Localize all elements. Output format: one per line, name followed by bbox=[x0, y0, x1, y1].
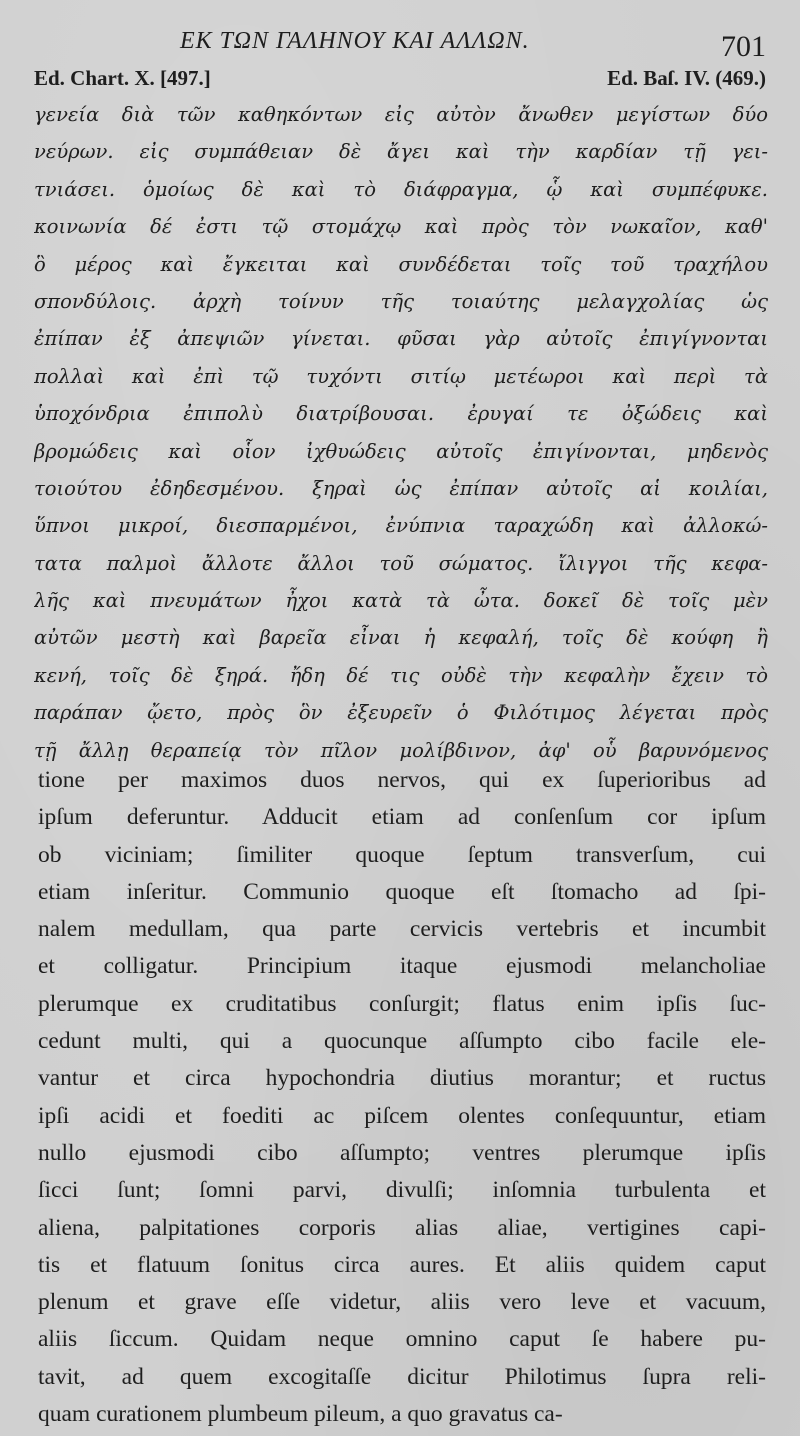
greek-text-line: τνιάσει. ὁμοίως δὲ καὶ τὸ διάφραγμα, ᾧ καὶ συμπέφυκε. bbox=[34, 177, 768, 201]
latin-text-line: ipſum deferuntur. Adducit etiam ad conſenſum cor ipſum bbox=[38, 804, 766, 831]
greek-text-line: αὐτῶν μεστὴ καὶ βαρεῖα εἶναι ἡ κεφαλή, τοῖς δὲ κούφη ἢ bbox=[34, 626, 768, 650]
latin-text-line: cedunt multi, qui a quocunque aſſumpto cibo facile ele- bbox=[38, 1028, 766, 1055]
edition-basel-reference: Ed. Baſ. IV. (469.) bbox=[607, 66, 766, 90]
edition-chart-reference: Ed. Chart. X. [497.] bbox=[34, 66, 211, 90]
latin-text-line: et colligatur. Principium itaque ejusmodi melancholiae bbox=[38, 953, 766, 980]
latin-text-line: quam curationem plumbeum pileum, a quo gravatus ca- bbox=[38, 1401, 563, 1428]
greek-text-line: ὃ μέρος καὶ ἔγκειται καὶ συνδέδεται τοῖς τοῦ τραχήλου bbox=[34, 252, 768, 276]
latin-text-line: tione per maximos duos nervos, qui ex ſuperioribus ad bbox=[38, 767, 766, 793]
greek-text-line: ὕπνοι μικροί, διεσπαρμένοι, ἐνύπνια ταραχώδη καὶ ἀλλοκώ- bbox=[34, 514, 768, 538]
greek-text-line: τοιούτου ἐδηδεσμένου. ξηραὶ ὡς ἐπίπαν αὐτοῖς αἱ κοιλίαι, bbox=[34, 476, 768, 500]
greek-text-line: τατα παλμοὶ ἄλλοτε ἄλλοι τοῦ σώματος. ἴλιγγοι τῆς κεφα- bbox=[34, 551, 768, 575]
latin-text-line: etiam inſeritur. Communio quoque eſt ſtomacho ad ſpi- bbox=[38, 878, 766, 905]
greek-text-line: γενεία διὰ τῶν καθηκόντων εἰς αὐτὸν ἄνωθεν μεγίστων δύο bbox=[34, 103, 768, 126]
running-title: ΕΚ ΤΩΝ ΓΑΛΗΝΟΥ ΚΑΙ ΑΛΛΩΝ. bbox=[180, 28, 530, 54]
greek-text-line: κοινωνία δέ ἐστι τῷ στομάχῳ καὶ πρὸς τὸν νωκαῖον, καθ' bbox=[34, 215, 768, 239]
greek-text-line: σπονδύλοις. ἀρχὴ τοίνυν τῆς τοιαύτης μελαγχολίας ὡς bbox=[34, 289, 768, 313]
latin-text-line: plenum et grave eſſe videtur, aliis vero leve et vacuum, bbox=[38, 1289, 766, 1316]
greek-text-line: βρομώδεις καὶ οἷον ἰχθυώδεις αὐτοῖς ἐπιγίνονται, μηδενὸς bbox=[34, 439, 768, 463]
latin-text-line: ſicci ſunt; ſomni parvi, divulſi; inſomnia turbulenta et bbox=[38, 1177, 766, 1204]
latin-text-line: aliena, palpitationes corporis alias aliae, vertigines capi- bbox=[38, 1214, 766, 1241]
latin-text-line: vantur et circa hypochondria diutius morantur; et ructus bbox=[38, 1065, 766, 1092]
greek-text-line: λῆς καὶ πνευμάτων ἦχοι κατὰ τὰ ὦτα. δοκεῖ δὲ τοῖς μὲν bbox=[34, 589, 768, 613]
latin-text-line: tis et flatuum ſonitus circa aures. Et aliis quidem caput bbox=[38, 1251, 766, 1278]
greek-text-line: νεύρων. εἰς συμπάθειαν δὲ ἄγει καὶ τὴν καρδίαν τῇ γει- bbox=[34, 140, 768, 164]
page-number: 701 bbox=[721, 30, 766, 63]
greek-text-line: ὑποχόνδρια ἐπιπολὺ διατρίβουσαι. ἐρυγαί τε ὀξώδεις καὶ bbox=[34, 402, 768, 426]
latin-text-line: aliis ſiccum. Quidam neque omnino caput ſe habere pu- bbox=[38, 1326, 766, 1353]
latin-text-line: nalem medullam, qua parte cervicis vertebris et incumbit bbox=[38, 916, 766, 943]
running-head bbox=[0, 22, 800, 62]
greek-text-line: παράπαν ᾤετο, πρὸς ὃν ἐξευρεῖν ὁ Φιλότιμος λέγεται πρὸς bbox=[34, 701, 768, 725]
latin-text-block bbox=[38, 762, 766, 1433]
greek-text-line: ἐπίπαν ἐξ ἀπεψιῶν γίνεται. φῦσαι γὰρ αὐτοῖς ἐπιγίγνονται bbox=[34, 327, 768, 351]
greek-text-block bbox=[34, 96, 768, 769]
edition-reference-line bbox=[34, 66, 766, 94]
greek-text-line: κενή, τοῖς δὲ ξηρά. ἤδη δέ τις οὐδὲ τὴν κεφαλὴν ἔχειν τὸ bbox=[34, 663, 768, 687]
latin-text-line: ob viciniam; ſimiliter quoque ſeptum transverſum, cui bbox=[38, 841, 766, 868]
latin-text-line: nullo ejusmodi cibo aſſumpto; ventres plerumque ipſis bbox=[38, 1139, 766, 1166]
greek-text-line: πολλαὶ καὶ ἐπὶ τῷ τυχόντι σιτίῳ μετέωροι καὶ περὶ τὰ bbox=[34, 364, 768, 388]
greek-text-line: τῇ ἄλλῃ θεραπείᾳ τὸν πῖλον μολίβδινον, ἀφ' οὗ βαρυνόμενος bbox=[34, 738, 768, 762]
latin-text-line: tavit, ad quem excogitaſſe dicitur Philotimus ſupra reli- bbox=[38, 1363, 766, 1390]
latin-text-line: ipſi acidi et foediti ac piſcem olentes conſequuntur, etiam bbox=[38, 1102, 766, 1129]
latin-text-line: plerumque ex cruditatibus conſurgit; flatus enim ipſis ſuc- bbox=[38, 990, 766, 1017]
